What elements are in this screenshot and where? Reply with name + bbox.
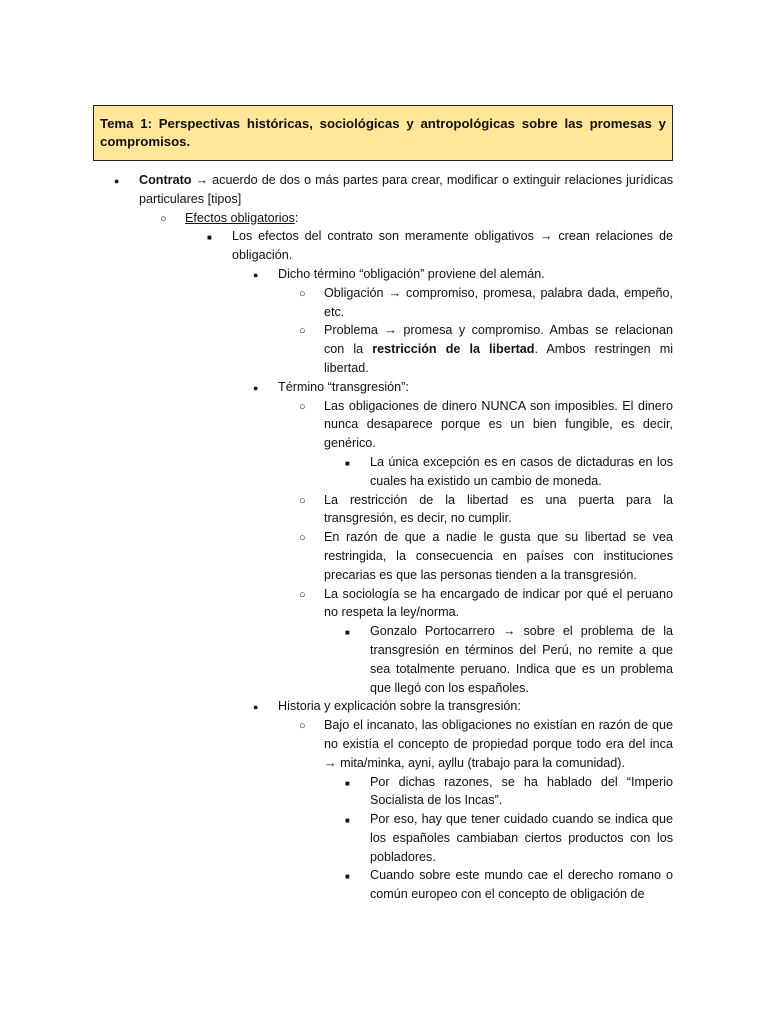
list-item-excepcion [370,453,673,491]
list-item-sociologia [324,585,673,623]
incanato-text: Bajo el incanato, las obligaciones no existían en razón de que no existía el concepto de propiedad porque todo era del inca → mita/minka, ayni, ayllu (trabajo para la comunidad). [324,718,673,770]
bullet-circle-icon [299,491,313,511]
list-item-cuidado [370,810,673,866]
list-item-termino [278,378,673,397]
gonzalo-text: Gonzalo Portocarrero → sobre el problema de la transgresión en términos del Perú, no remite a que sea totalmente peruano. Indica que es un problema que llegó con los españoles. [370,624,673,695]
efectos-colon: : [294,210,299,225]
list-item-problema [324,321,673,377]
list-item-razon [324,528,673,584]
bullet-circle-icon [299,716,313,736]
bullet-circle-icon [160,209,174,229]
bullet-disc-icon [253,265,267,285]
bullet-circle-icon [299,284,313,304]
problema-text-pre: Problema → promesa y compromiso. Ambas se relacionan con la [324,323,673,357]
list-item-dicho [278,265,673,284]
bullet-circle-icon [299,321,313,341]
list-item-historia [278,697,673,716]
bullet-square-icon [345,773,359,794]
bullet-disc-icon [253,697,267,717]
dinero-text: Las obligaciones de dinero NUNCA son imposibles. El dinero nunca desaparece porque es un bien fungible, es decir, genérico. [324,398,673,451]
efectos-label: Efectos obligatorios [185,210,295,225]
topic-title: Tema 1: Perspectivas históricas, sociológicas y antropológicas sobre las promesas y compromisos. [100,116,666,149]
contrato-definition: → acuerdo de dos o más partes para crear, modificar o extinguir relaciones jurídicas particulares [tipos] [139,173,673,206]
dicho-text: Dicho término “obligación” proviene del alemán. [278,266,545,281]
excepcion-text: La única excepción es en casos de dictaduras en los cuales ha existido un cambio de moneda. [370,454,673,488]
obligacion-text: Obligación → compromiso, promesa, palabra dada, empeño, etc. [324,285,673,319]
bullet-square-icon [345,453,359,474]
bullet-square-icon [207,227,221,248]
bullet-circle-icon [299,528,313,548]
list-item-efectos-text [232,227,673,265]
term-contrato: Contrato [139,173,192,187]
bullet-square-icon [345,866,359,887]
problema-text-post: . Ambos restringen mi libertad. [324,342,673,375]
bullet-circle-icon [299,585,313,605]
cuidado-text: Por eso, hay que tener cuidado cuando se indica que los españoles cambiaban ciertos productos con los pobladores. [370,812,673,864]
list-item-efectos [185,209,673,228]
list-item-restriccion [324,491,673,529]
termino-text: Término “transgresión”: [278,379,409,394]
problema-text-bold: restricción de la libertad [372,342,535,357]
restriccion-text: La restricción de la libertad es una puerta para la transgresión, es decir, no cumplir. [324,492,673,526]
efectos-text: Los efectos del contrato son meramente obligativos → crean relaciones de obligación. [232,229,673,263]
list-item-contrato [139,171,673,209]
document-body [0,171,768,904]
sociologia-text: La sociología se ha encargado de indicar por qué el peruano no respeta la ley/norma. [324,586,673,620]
list-item-dinero [324,397,673,453]
historia-text: Historia y explicación sobre la transgresión: [278,699,521,714]
romano-text: Cuando sobre este mundo cae el derecho romano o común europeo con el concepto de obligación de [370,868,673,902]
list-item-romano [370,866,673,904]
list-item-obligacion [324,284,673,322]
bullet-disc-icon [114,171,128,191]
bullet-square-icon [345,810,359,831]
bullet-circle-icon [299,397,313,417]
bullet-disc-icon [253,378,267,398]
topic-title-box [93,105,673,161]
outline-list [0,171,768,904]
list-item-incanato [324,716,673,772]
list-item-imperio [370,773,673,811]
bullet-square-icon [345,622,359,643]
razon-text: En razón de que a nadie le gusta que su libertad se vea restringida, la consecuencia en países con instituciones precarias es que las personas tienden a la transgresión. [324,530,673,582]
list-item-gonzalo [370,622,673,697]
imperio-text: Por dichas razones, se ha hablado del “Imperio Socialista de los Incas”. [370,774,673,808]
